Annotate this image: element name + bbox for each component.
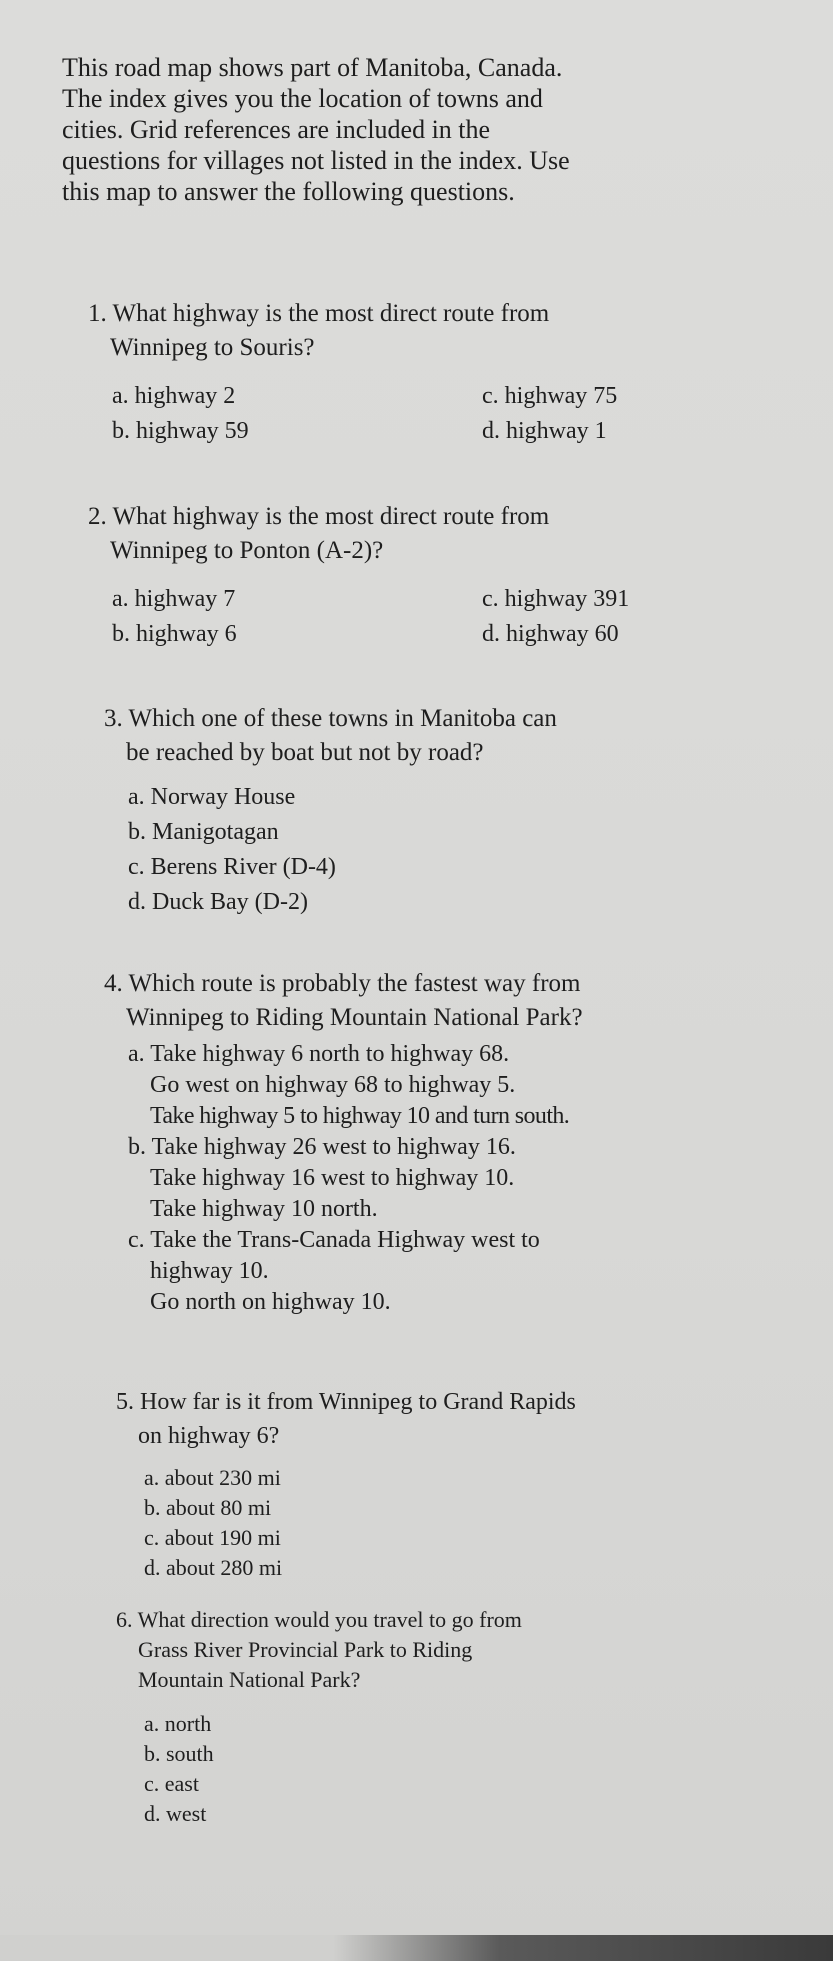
option-text: c. Take the Trans-Canada Highway west to <box>128 1227 540 1253</box>
option-b[interactable] <box>128 1132 583 1225</box>
question-text: Winnipeg to Ponton (A-2)? <box>110 537 384 564</box>
question-text: 3. Which one of these towns in Manitoba can <box>104 705 557 732</box>
option-c[interactable]: c. east <box>144 1771 199 1796</box>
question-text: Winnipeg to Riding Mountain National Park? <box>126 1004 583 1031</box>
option-b[interactable]: b. highway 59 <box>112 418 249 444</box>
question-3 <box>104 702 557 920</box>
question-text: on highway 6? <box>138 1423 280 1449</box>
option-a[interactable]: a. Norway House <box>128 784 296 810</box>
option-d[interactable]: d. highway 60 <box>482 621 619 647</box>
option-c[interactable]: c. about 190 mi <box>144 1525 281 1550</box>
option-d[interactable]: d. Duck Bay (D-2) <box>128 889 308 915</box>
option-text: Take highway 5 to highway 10 and turn south. <box>150 1103 570 1129</box>
option-b[interactable]: b. about 80 mi <box>144 1495 272 1520</box>
option-a[interactable]: a. north <box>144 1711 212 1736</box>
option-b[interactable]: b. highway 6 <box>112 621 237 647</box>
question-6 <box>116 1605 522 1829</box>
intro-paragraph <box>62 52 570 207</box>
option-c[interactable]: c. highway 391 <box>482 586 630 612</box>
question-text: Grass River Provincial Park to Riding <box>138 1637 473 1662</box>
option-d[interactable]: d. about 280 mi <box>144 1555 283 1580</box>
option-c[interactable]: c. Berens River (D-4) <box>128 854 336 880</box>
question-text: Winnipeg to Souris? <box>110 334 315 361</box>
option-a[interactable]: a. about 230 mi <box>144 1465 281 1490</box>
option-b[interactable]: b. south <box>144 1741 214 1766</box>
question-1 <box>88 297 617 449</box>
intro-line: This road map shows part of Manitoba, Canada. <box>62 53 563 82</box>
option-c[interactable]: c. highway 75 <box>482 383 618 409</box>
question-2 <box>88 500 629 652</box>
option-text: Take highway 16 west to highway 10. <box>150 1165 515 1191</box>
question-text: Mountain National Park? <box>138 1667 361 1692</box>
question-text: 6. What direction would you travel to go from <box>116 1607 522 1632</box>
question-4 <box>104 967 583 1318</box>
question-5 <box>116 1385 576 1583</box>
question-text: 5. How far is it from Winnipeg to Grand Rapids <box>116 1389 576 1415</box>
question-text: 4. Which route is probably the fastest way from <box>104 970 581 997</box>
option-a[interactable] <box>128 1039 583 1132</box>
question-text: be reached by boat but not by road? <box>126 739 484 766</box>
option-text: Go north on highway 10. <box>150 1289 391 1315</box>
option-text: b. Take highway 26 west to highway 16. <box>128 1134 516 1160</box>
question-text: 1. What highway is the most direct route from <box>88 300 550 327</box>
question-text: 2. What highway is the most direct route from <box>88 503 550 530</box>
intro-line: this map to answer the following questions. <box>62 177 515 206</box>
option-text: highway 10. <box>150 1258 269 1284</box>
option-a[interactable]: a. highway 2 <box>112 383 236 409</box>
option-d[interactable]: d. west <box>144 1801 207 1826</box>
option-a[interactable]: a. highway 7 <box>112 586 236 612</box>
intro-line: The index gives you the location of towns and <box>62 84 543 113</box>
intro-line: questions for villages not listed in the index. Use <box>62 146 570 175</box>
option-text: Go west on highway 68 to highway 5. <box>150 1072 516 1098</box>
option-text: Take highway 10 north. <box>150 1196 378 1222</box>
page-bottom-edge <box>0 1935 833 1961</box>
option-c[interactable] <box>128 1225 583 1318</box>
intro-line: cities. Grid references are included in the <box>62 115 491 144</box>
option-b[interactable]: b. Manigotagan <box>128 819 279 845</box>
option-text: a. Take highway 6 north to highway 68. <box>128 1041 510 1067</box>
option-d[interactable]: d. highway 1 <box>482 418 607 444</box>
